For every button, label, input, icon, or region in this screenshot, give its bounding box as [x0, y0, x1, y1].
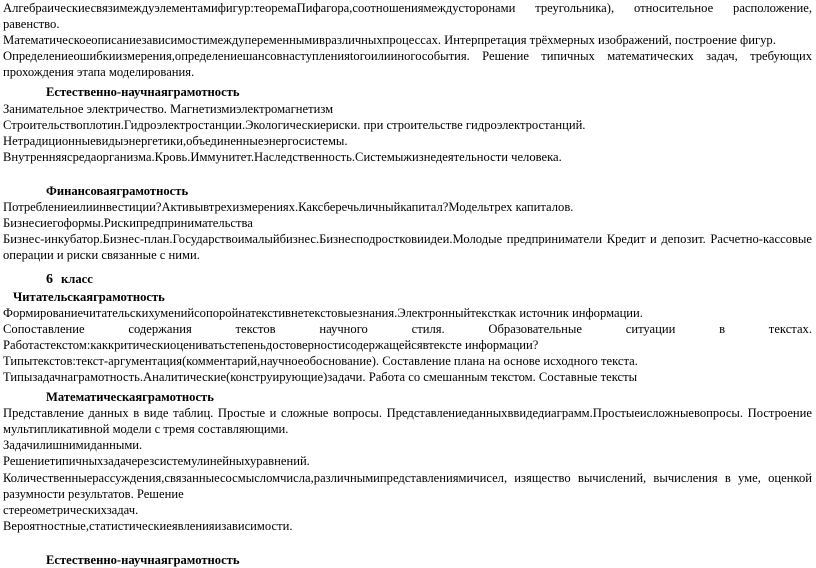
- grade-word: класс: [61, 272, 93, 287]
- reading-item: Типытекстов:текст-аргументация(комментарий,научноеобоснование). Составление плана на основе исходного текста.: [3, 353, 638, 368]
- grade-heading: [0, 271, 816, 288]
- section-heading-science-grade6: Естественно-научнаяграмотность: [46, 552, 240, 567]
- reading-item: Типызадачнаграмотность.Аналитические(конструирующие)задачи. Работа со смешанным текстом. Составные тексты: [3, 369, 638, 384]
- section-heading-science: Естественно-научнаяграмотность: [46, 85, 240, 100]
- topic-algebraic-relations: Алгебраическиесвязимеждуэлементамифигур:теоремаПифагора,соотношениямеждусторонами треугольника), относительное расположение, равенство.: [3, 1, 812, 32]
- math-item: Количественныерассуждения,связанныесосмысломчисла,различнымипредставлениямичисел, изящество вычислений, вычисления в уме, оценкой разумности результатов. Решение: [3, 470, 812, 501]
- reading-item: Сопоставление содержания текстов научного стиля. Образовательные ситуации в текстах.: [3, 321, 812, 336]
- reading-item: Работастекстом:каккритическиоцениватьстепеньдостоверностисодержащейсявтексте информации?: [3, 337, 539, 352]
- section-heading-math: Математическаяграмотность: [46, 390, 214, 405]
- science-item: Строительствоплотин.Гидроэлектростанции.Экологическиериски. при строительстве гидроэлектростанций.: [3, 117, 586, 132]
- math-item: стереометрическихзадач.: [3, 502, 139, 517]
- science-item: Нетрадиционныевидыэнергетики,объединенныеэнергосистемы.: [3, 133, 348, 148]
- science-item: Занимательное электричество. Магнетизмиэлектромагнетизм: [3, 101, 334, 116]
- math-item: Представление данных в виде таблиц. Простые и сложные вопросы. Представлениеданныхввидедиаграмм.Простыеисложныевопросы. Построение мультипликативной модели с тремя составляющими.: [3, 406, 812, 437]
- section-heading-reading: Читательскаяграмотность: [13, 289, 165, 304]
- reading-item: Формированиечитательскихуменийсопоройнатекстивнетекстовыезнания.Электронныйтекcткак источник информации.: [3, 305, 643, 320]
- finance-item: Бизнес-инкубатор.Бизнес-план.Государствоималыйбизнес.Бизнесподростковиидеи.Молодые предприниматели Кредит и депозит. Расчетно-кассовые операции и риски связанные с ними.: [3, 232, 812, 263]
- section-heading-finance: Финансоваяграмотность: [46, 183, 189, 198]
- math-item: Решениетипичныхзадачерезсистемулинейныхуравнений.: [3, 454, 310, 469]
- math-item: Вероятностные,статистическиеявленияизависимости.: [3, 518, 293, 533]
- math-item: Задачилишнимиданными.: [3, 438, 143, 453]
- grade-number: 6: [46, 272, 53, 288]
- topic-measurement-error: Определениеошибкиизмерения,определениешансовнаступленияtогоилииногособытия. Решение типичных математических задач, требующих прохождения этапа моделирования.: [3, 49, 812, 80]
- topic-math-description: Математическоеописаниезависимостимеждупеременнымивразличныхпроцессах. Интерпретация трёхмерных изображений, построение фигур.: [3, 33, 776, 48]
- finance-item: Потреблениеилиинвестиции?Активывтрехизмерениях.Каксберечьличныйкапитал?Модельтрех капиталов.: [3, 200, 574, 215]
- science-item: Внутренняясредаорганизма.Кровь.Иммунитет.Наследственность.Системыжизнедеятельности человека.: [3, 149, 562, 164]
- finance-item: Бизнесиегоформы.Рискипредпринимательства: [3, 216, 253, 231]
